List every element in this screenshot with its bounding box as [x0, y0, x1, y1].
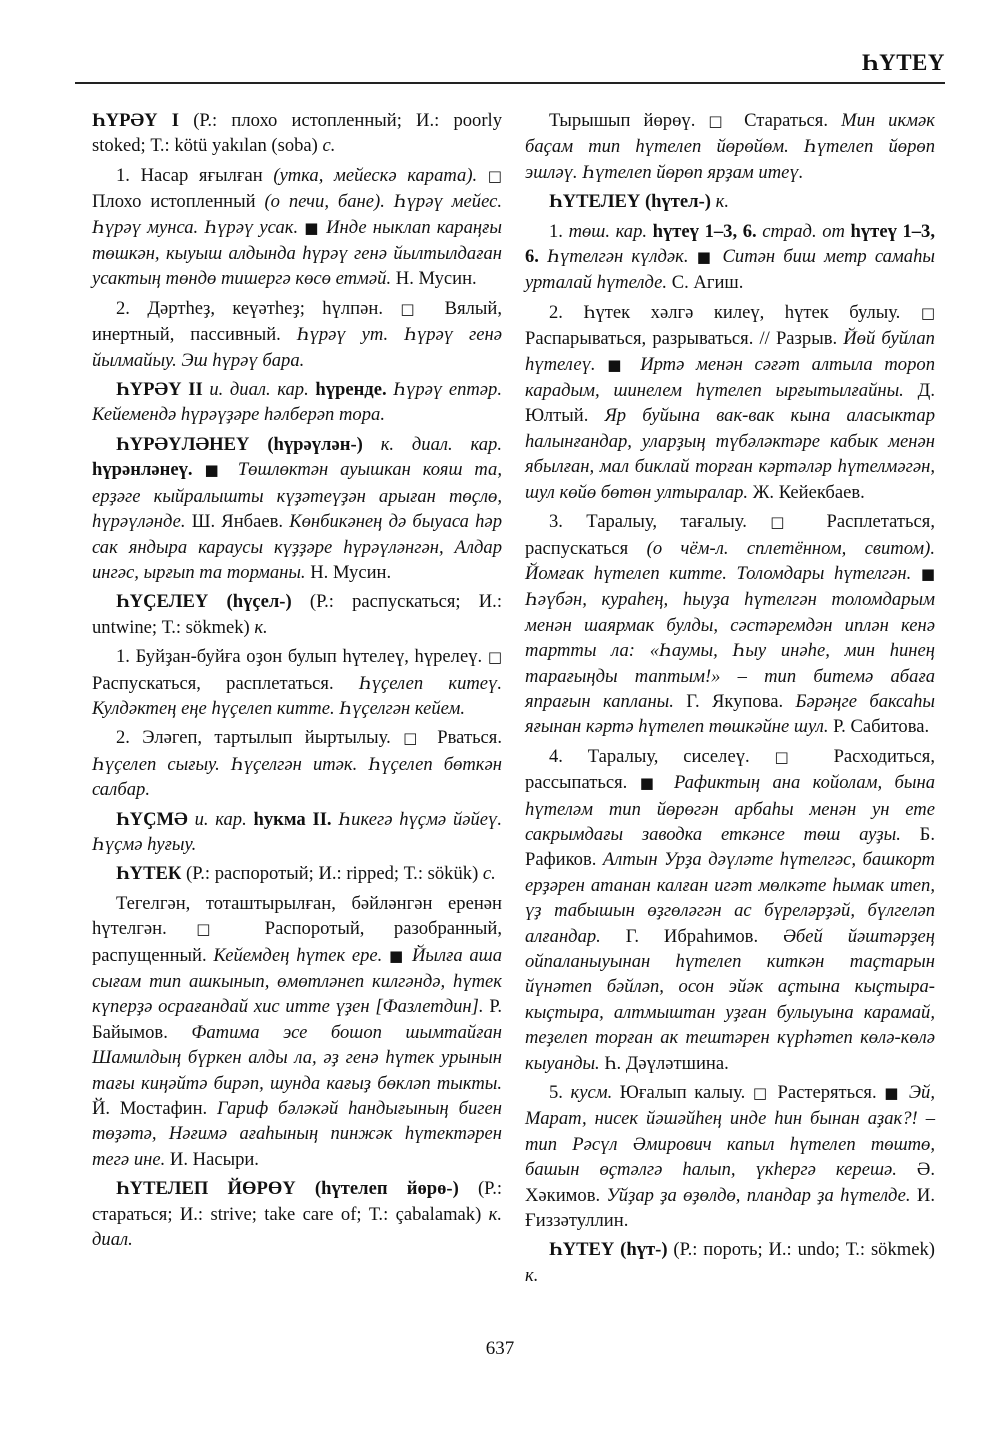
entry-hutek: [92, 861, 502, 886]
definition: 2. Һүтек хәлгә килеү, һүтек булыу.: [549, 301, 901, 323]
examples: Кейемдең һүтек ере.: [213, 944, 383, 966]
sense: [92, 163, 502, 292]
cross-ref: һүтеү 1–3, 6.: [525, 220, 936, 268]
quote: Эй, Марат, нисек йәшәйһең инде һин бынан аҙак?! – тип Рәсүл Әмирович капыл һүтелеп төштө, башын өҫтәлгә һалып, үкһергә керешә.: [525, 1082, 935, 1181]
cross-ref: һүрәнләнеү.: [92, 459, 193, 481]
headword: ҺҮҪЕЛЕҮ (һүҫел-): [116, 591, 292, 613]
examples: Һүтелгән күлдәк.: [547, 246, 689, 268]
translations: (Р.: распоротый; И.: ripped; Т.: sökük): [181, 863, 483, 885]
entry-hurauleneu: [92, 432, 502, 585]
cross-ref: һүренде.: [315, 379, 387, 401]
usage-note: (утка, мейескә карата).: [273, 164, 478, 186]
examples: Һүрәү ептәр. Кейемендә һүрәүҙәре һәлберәп тора.: [92, 379, 502, 426]
quote: Йылға аша сығам тип ашкынып, өмөтләнеп килгәндә, һүтек күперҙә осрағандай хис итте үҙен [Фазлетдин].: [92, 944, 502, 1018]
square-icon: □: [770, 513, 804, 532]
author: Р. Байымов.: [92, 996, 502, 1043]
translation: Плохо истопленный: [92, 191, 265, 213]
translation: Распускаться, расплетаться.: [92, 672, 359, 694]
entry-hutelep-yoroou: [92, 1176, 502, 1252]
author: Һ. Дәүләтшина.: [599, 1052, 729, 1074]
examples: Һүҫелеп сығыу. Һүҫелгән итәк. Һүҫелеп бөткән салбар.: [92, 753, 502, 801]
author: Р. Сабитова.: [828, 716, 930, 738]
cross-ref: һүтеү 1–3, 6.: [652, 220, 757, 242]
sense: [525, 509, 935, 740]
pos-label: с.: [322, 135, 336, 157]
sense: [525, 108, 935, 185]
examples: Һикегә һүҫмә йәйеү. Һүҫмә һуғыу.: [92, 808, 502, 855]
translation: Распоротый, разобранный, распущенный.: [92, 918, 502, 966]
translation: Растеряться.: [769, 1082, 877, 1104]
square-icon: □: [487, 166, 502, 185]
examples: (о печи, бане). Һүрәү мейес. Һүрәү мунса. Һүрәү усак.: [92, 191, 502, 238]
black-square-icon: ■: [204, 461, 226, 480]
headword: ҺҮТЕЛЕҮ (һүтел-): [549, 191, 711, 213]
definition: 2. Эләгеп, тартылып йыртылыу.: [116, 727, 391, 749]
entry-hurau-2: [92, 377, 502, 428]
translations: (Р.: стараться; И.: strive; take care of; Т.: çabalamak): [92, 1178, 503, 1225]
quote: Әбей йәштәрҙең ойпаланыуынан һүтелеп киткән таҫтарын йүнәтеп бәйләп, осон эйәк аҫтына кыҫтыра-кыҫтыра, алтмыштан уҙған булыуына карамай, теҙелеп торған ак тештәрен күрһәтеп көлә-көлә кыуанды.: [525, 925, 936, 1074]
author: И. Ғиззәтуллин.: [525, 1184, 936, 1232]
pos-label: к.: [715, 191, 730, 213]
definition: Тырышып йөрөү.: [549, 110, 696, 131]
quote: Иртә менән сәғәт алтыла тороп карадым, шинелем һүтелеп ырғытылғайны.: [525, 353, 935, 402]
translation: Вялый, инертный, пассивный.: [92, 297, 502, 346]
left-column: [92, 108, 502, 1256]
examples: Мин икмәк баҫам тип һүтелеп йөрөйөм. Һүтелеп йөрөп эшләү. Һүтелеп йөрөп ярҙам итеү.: [525, 110, 935, 183]
author: Ж. Кейекбаев.: [748, 481, 865, 503]
quote: Бәрәңге баксаһы яғынан кәртә һүтелеп төшкәйне шул.: [525, 690, 935, 738]
square-icon: □: [196, 920, 236, 939]
square-icon: □: [400, 299, 428, 318]
black-square-icon: ■: [607, 355, 629, 374]
quote: Ситән биш метр самаһы урталай һүтелде.: [525, 246, 935, 294]
quote: Алтын Урҙа дәүләте һүтелгәс, башкорт ерҙәрен атанан калған игәт мөлкәте һымак итеп, үҙ табышын өҙгөләгән ас бүреләрҙәй, бүлгеләп алғандар.: [525, 849, 935, 947]
quote: Рафиктың ана койолам, бына һүтеләм тип йөрөгән арбаһы менән ун ете сакрымдағы заводка еткәнсе төш ауҙы.: [525, 772, 935, 845]
square-icon: □: [708, 112, 732, 130]
headword: ҺҮТЕК: [116, 863, 182, 885]
sense: [92, 891, 502, 1172]
translation: Стараться.: [731, 110, 842, 131]
translations: (Р.: пороть; И.: undo; Т.: sökmek): [667, 1239, 935, 1261]
entry-huteleu: [525, 189, 935, 214]
sense: [92, 644, 502, 721]
headword: ҺҮРӘҮ II: [116, 379, 203, 401]
examples: Йөй буйлап һүтелеү.: [525, 328, 935, 375]
usage-note: кусм.: [570, 1082, 613, 1104]
cross-ref: һукма II.: [253, 808, 332, 830]
sense: [525, 1080, 935, 1233]
usage-note: төш. кар.: [568, 220, 648, 242]
examples: (о чём-л. сплетённом, свитом). Йомғак һүтелеп китте. Толомдары һүтелгән.: [525, 537, 936, 584]
headword: ҺҮҪМӘ: [116, 808, 188, 830]
black-square-icon: ■: [696, 248, 715, 267]
definition: 1. Буйҙан-буйға оҙон булып һүтелеү, һүрелеү.: [116, 646, 483, 668]
quote: Көнбикәнең дә быуаса һәр сак яндыра караусы күҙҙәре һүрәүләнгән, Алдар ингәс, ырғып та торманы.: [92, 511, 502, 583]
definition: 1. Насар яғылған: [116, 164, 274, 186]
entry-huteu: [525, 1237, 935, 1288]
pos-label: к. диал.: [92, 1203, 502, 1251]
black-square-icon: ■: [920, 564, 935, 583]
usage-note: страд. от: [762, 220, 845, 242]
translation: Рваться.: [424, 727, 502, 749]
quote: Уйҙар ҙа өҙөлдө, пландар ҙа һүтелде.: [606, 1184, 911, 1206]
headword: ҺҮРӘҮЛӘНЕҮ (һүрәүлән-): [116, 433, 363, 455]
right-column: [525, 108, 935, 1292]
author: С. Агиш.: [667, 272, 744, 294]
author: Б. Рафиков.: [525, 823, 935, 871]
translations: (Р.: распускаться; И.: untwine; Т.: sökmek): [92, 591, 502, 638]
entry-husyeleu: [92, 589, 502, 640]
quote: Гариф бәләкәй һандығының биген төҙәтә, Нәғимә ағаһының пинжәк һүтектәрен тегә ине.: [92, 1098, 502, 1170]
guide-word: ҺҮТЕҮ: [861, 50, 945, 75]
black-square-icon: ■: [639, 774, 662, 793]
translation: Расплетаться, распускаться: [525, 511, 935, 559]
examples: Һүҫелеп китеү. Кулдәктең еңе һүҫелеп китте. Һүҫелгән кейем.: [92, 672, 502, 719]
translations: (Р.: плохо истопленный; И.: poorly stoked; Т.: kötü yakılan (soba): [92, 110, 503, 157]
square-icon: □: [920, 303, 935, 322]
page-number: 637: [485, 1338, 515, 1359]
pos-label: и. кар.: [194, 808, 247, 830]
definition: 2. Дәртһеҙ, кеүәтһеҙ; һүлпән.: [116, 297, 383, 319]
author: Н. Мусин.: [305, 561, 392, 583]
author: Г. Ибраһимов.: [600, 925, 783, 947]
pos-label: к.: [254, 616, 268, 638]
translation: Расходиться, рассыпаться.: [525, 745, 935, 794]
entry-hurau-1: [92, 108, 502, 159]
square-icon: □: [752, 1084, 770, 1103]
quote: Яр буйына вак-вак кына аласыктар һалынғандар, уларҙың түбәләктәре кабык менән ябылған, мал биклай торған кәртәләр һүтелмәгән, шул көйө бөтөн ултыралар.: [525, 405, 935, 503]
author: Ә. Хәкимов.: [525, 1159, 935, 1206]
square-icon: □: [487, 648, 502, 667]
page-header: [75, 44, 945, 84]
definition: 4. Таралыу, сиселеү.: [549, 745, 750, 767]
sense-number: 5.: [549, 1082, 563, 1104]
author: Д. Юлтый.: [525, 380, 935, 427]
author: Г. Якупова.: [673, 690, 796, 712]
author: Й. Мостафин.: [92, 1098, 218, 1120]
square-icon: □: [774, 747, 809, 766]
quote: Һәүбән, кураһең, һыуҙа һүтелгән толомдарым менән шаярмак булды, сәстәремдән иплән кенә тартты ла: «Һаумы, Һыу инәһе, мин һинең тарағыңды таптым!» – тип битемә абаға япрағын капланы.: [525, 589, 935, 712]
quote: Фатима эсе бошоп шымтайған Шамилдың бүркен алды ла, әҙ генә һүтек урынын тағы киңәйтә бирәп, шунда кағыҙ бөкләп тыкты.: [92, 1021, 502, 1094]
author: И. Насыри.: [165, 1148, 259, 1170]
pos-label: к.: [525, 1264, 539, 1286]
sense-number: 1.: [549, 220, 563, 242]
pos-label: и. диал. кар.: [209, 379, 309, 401]
headword: ҺҮРӘҮ I: [92, 110, 180, 131]
sense: [525, 300, 935, 505]
pos-label: с.: [482, 863, 496, 885]
quote: Инде ныклап караңғы төшкән, кыуыш алдында һүрәү генә йылтылдаған усактың төндө тишергә көсө етмәй.: [92, 216, 502, 290]
headword: ҺҮТЕЛЕП ЙӨРӨҮ (һүтелеп йөрө-): [116, 1178, 459, 1200]
pos-label: к. диал. кар.: [380, 433, 502, 455]
sense: [525, 744, 935, 1076]
sense: [525, 219, 935, 296]
entry-husma: [92, 807, 502, 858]
translation: Распарываться, разрываться. // Разрыв.: [525, 328, 844, 350]
headword: ҺҮТЕҮ (һүт-): [549, 1239, 668, 1261]
quote: Төшлөктән ауышкан кояш та, ерҙәге кыйралышты күҙәтеүҙән арыған төҫлө, һүрәүләнде.: [92, 459, 502, 533]
definition: 3. Таралыу, тағалыу.: [549, 511, 747, 533]
sense: [92, 725, 502, 802]
square-icon: □: [403, 729, 425, 748]
black-square-icon: ■: [884, 1084, 902, 1103]
sense: [92, 296, 502, 373]
author: Н. Мусин.: [391, 268, 477, 290]
author: Ш. Янбаев.: [185, 511, 290, 533]
black-square-icon: ■: [389, 946, 406, 965]
definition: Юғалып калыу.: [619, 1082, 746, 1104]
black-square-icon: ■: [304, 218, 320, 237]
definition: Тегелгән, тоташтырылған, бәйләнгән еренән һүтелгән.: [92, 892, 502, 940]
examples: Һүрәү ут. Һүрәү генә йылмайыу. Эш һүрәү бара.: [92, 324, 502, 371]
